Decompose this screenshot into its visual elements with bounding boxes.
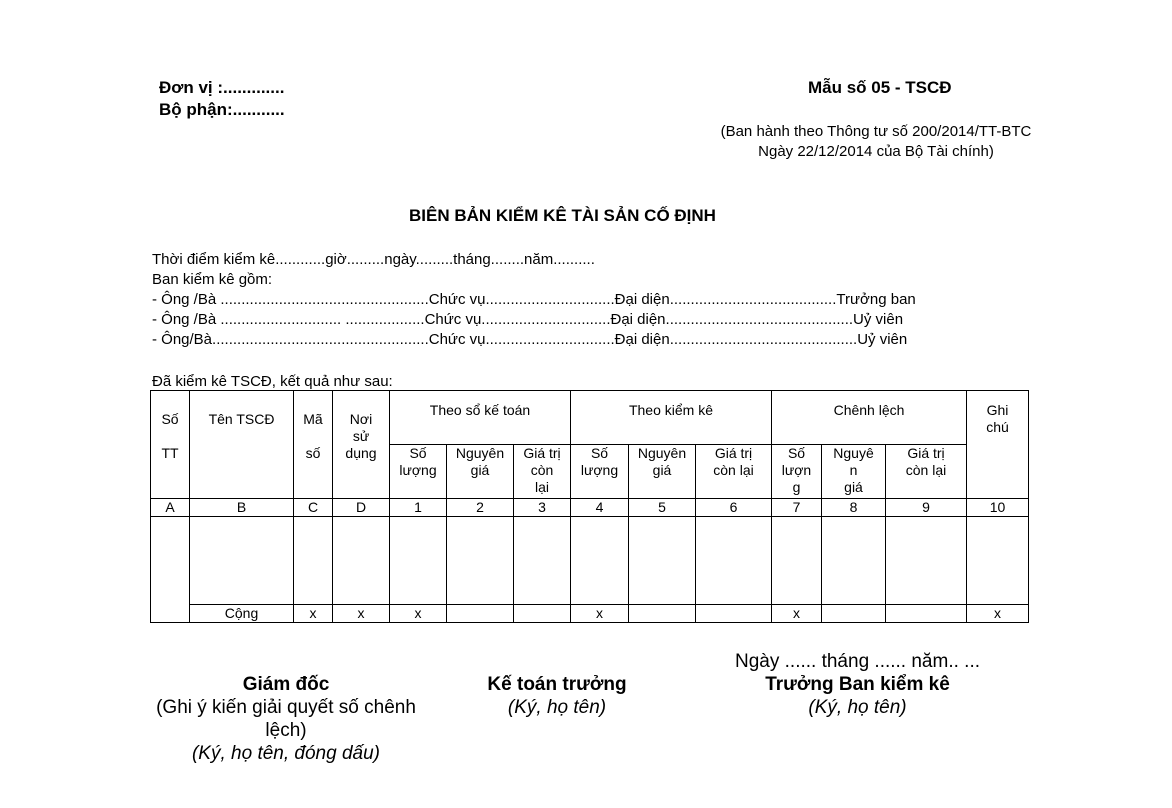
header-text: Giá trị [907, 445, 945, 461]
asset-inventory-table [150, 390, 1029, 623]
department-label: Bộ phận:........... [159, 100, 285, 119]
header-text: Số [787, 445, 806, 461]
data-cell [822, 517, 886, 605]
header-text: giá [844, 479, 863, 495]
index-cell: 8 [822, 499, 886, 517]
header-text: lại [534, 479, 549, 495]
director-signature-block [155, 673, 417, 765]
unit-label: Đơn vị :............. [159, 78, 285, 97]
data-cell [333, 517, 390, 605]
signature-date-line: Ngày ...... tháng ...... năm.. ... [735, 651, 980, 672]
index-cell: C [294, 499, 333, 517]
header-text: còn lại [713, 462, 754, 478]
director-sign-note: (Ký, họ tên, đóng dấu) [191, 743, 380, 764]
total-cell [629, 605, 696, 623]
header-text: lượng [580, 462, 619, 478]
header-group-chenh-lech: Chênh lệch [772, 391, 967, 445]
sub-nguyen-gia [447, 445, 514, 499]
header-text: TT [161, 445, 179, 461]
data-cell [151, 517, 190, 623]
accountant-sign-note: (Ký, họ tên) [507, 697, 607, 718]
sub-nguyen-gia [629, 445, 696, 499]
index-cell: 5 [629, 499, 696, 517]
total-cell [822, 605, 886, 623]
header-ma-so [294, 391, 333, 499]
index-cell: 4 [571, 499, 629, 517]
data-cell [190, 517, 294, 605]
data-cell [629, 517, 696, 605]
header-text: Tên TSCĐ [208, 411, 275, 427]
data-row-empty [151, 517, 1029, 605]
header-text: giá [652, 462, 672, 478]
sub-gia-tri-con-lai [886, 445, 967, 499]
header-text: còn lại [905, 462, 947, 478]
index-cell: 6 [696, 499, 772, 517]
total-cell: x [390, 605, 447, 623]
sub-so-luong [772, 445, 822, 499]
data-cell [571, 517, 629, 605]
header-group-kiem-ke: Theo kiểm kê [571, 391, 772, 445]
header-text: giá [470, 462, 490, 478]
total-cell [514, 605, 571, 623]
document-title: BIÊN BẢN KIỂM KÊ TÀI SẢN CỐ ĐỊNH [409, 206, 716, 225]
data-cell [514, 517, 571, 605]
total-cell: x [772, 605, 822, 623]
director-note: (Ghi ý kiến giải quyết số chênh [156, 697, 416, 718]
index-cell: 10 [967, 499, 1029, 517]
header-text: chú [986, 419, 1009, 435]
sub-nguyen-gia [822, 445, 886, 499]
header-text: dụng [345, 445, 377, 461]
accountant-signature-block [467, 673, 647, 719]
header-group-ke-toan: Theo sổ kế toán [390, 391, 571, 445]
header-so-tt [151, 391, 190, 499]
index-cell: 3 [514, 499, 571, 517]
header-text: Nguyê [833, 445, 874, 461]
total-cell: x [571, 605, 629, 623]
sub-gia-tri-con-lai [514, 445, 571, 499]
header-text: n [849, 462, 858, 478]
committee-head-sign-note: (Ký, họ tên) [808, 697, 907, 718]
index-cell: B [190, 499, 294, 517]
sub-so-luong [390, 445, 447, 499]
header-text: g [792, 479, 801, 495]
index-cell: 9 [886, 499, 967, 517]
issuance-note-line-2: Ngày 22/12/2014 của Bộ Tài chính) [758, 143, 994, 160]
index-cell: 2 [447, 499, 514, 517]
committee-member-2: - Ông /Bà ............................. ...................Chức vụ...............................Đại diện.............................................Uỷ viên [152, 311, 904, 328]
header-text: Ghi [986, 402, 1009, 418]
data-cell [772, 517, 822, 605]
committee-head-title: Trưởng Ban kiểm kê [765, 674, 950, 695]
header-noi-su-dung [333, 391, 390, 499]
director-title: Giám đốc [242, 674, 330, 695]
header-ghi-chu [967, 391, 1029, 499]
total-cell: x [294, 605, 333, 623]
header-text: sử [352, 428, 370, 444]
index-cell: 7 [772, 499, 822, 517]
committee-member-head: - Ông /Bà ..................................................Chức vụ...............................Đại diện........................................Trưởng ban [152, 291, 916, 308]
header-text: lượn [781, 462, 812, 478]
header-text: Giá trị [523, 445, 561, 461]
header-text: Nguyên [455, 445, 505, 461]
total-cell: Cộng [190, 605, 294, 623]
header-text: còn [530, 462, 554, 478]
data-cell [886, 517, 967, 605]
director-note: lệch) [265, 720, 307, 741]
data-cell [447, 517, 514, 605]
committee-member-3: - Ông/Bà....................................................Chức vụ...............................Đại diện.............................................Uỷ viên [152, 331, 908, 348]
header-text: Nguyên [637, 445, 687, 461]
result-intro: Đã kiểm kê TSCĐ, kết quả như sau: [152, 373, 393, 390]
data-cell [696, 517, 772, 605]
index-cell: 1 [390, 499, 447, 517]
data-cell [390, 517, 447, 605]
header-text: Nơi [349, 411, 373, 427]
issuance-note-line-1: (Ban hành theo Thông tư số 200/2014/TT-BTC [720, 123, 1032, 140]
header-text: Số [161, 411, 179, 427]
header-text: lượng [399, 462, 437, 478]
sub-gia-tri-con-lai [696, 445, 772, 499]
form-code: Mẫu số 05 - TSCĐ [808, 78, 952, 97]
committee-label: Ban kiểm kê gồm: [152, 271, 273, 288]
accountant-title: Kế toán trưởng [487, 674, 627, 695]
committee-head-signature-block [720, 673, 995, 719]
index-cell: A [151, 499, 190, 517]
header-text: Số [590, 445, 609, 461]
total-cell [696, 605, 772, 623]
total-cell: x [333, 605, 390, 623]
issuance-note [707, 122, 1045, 162]
header-text: Số [409, 445, 427, 461]
header-text: Mã [303, 411, 323, 427]
total-cell: x [967, 605, 1029, 623]
data-cell [294, 517, 333, 605]
sub-so-luong [571, 445, 629, 499]
index-row [151, 499, 1029, 517]
total-row [151, 605, 1029, 623]
data-cell [967, 517, 1029, 605]
total-cell [447, 605, 514, 623]
header-row-1 [151, 391, 1029, 445]
header-text: Giá trị [714, 445, 753, 461]
index-cell: D [333, 499, 390, 517]
inventory-time-line: Thời điểm kiểm kê............giờ.........ngày.........tháng........năm.......... [152, 251, 595, 268]
header-ten-tscd [190, 391, 294, 499]
header-text: số [305, 445, 321, 461]
total-cell [886, 605, 967, 623]
